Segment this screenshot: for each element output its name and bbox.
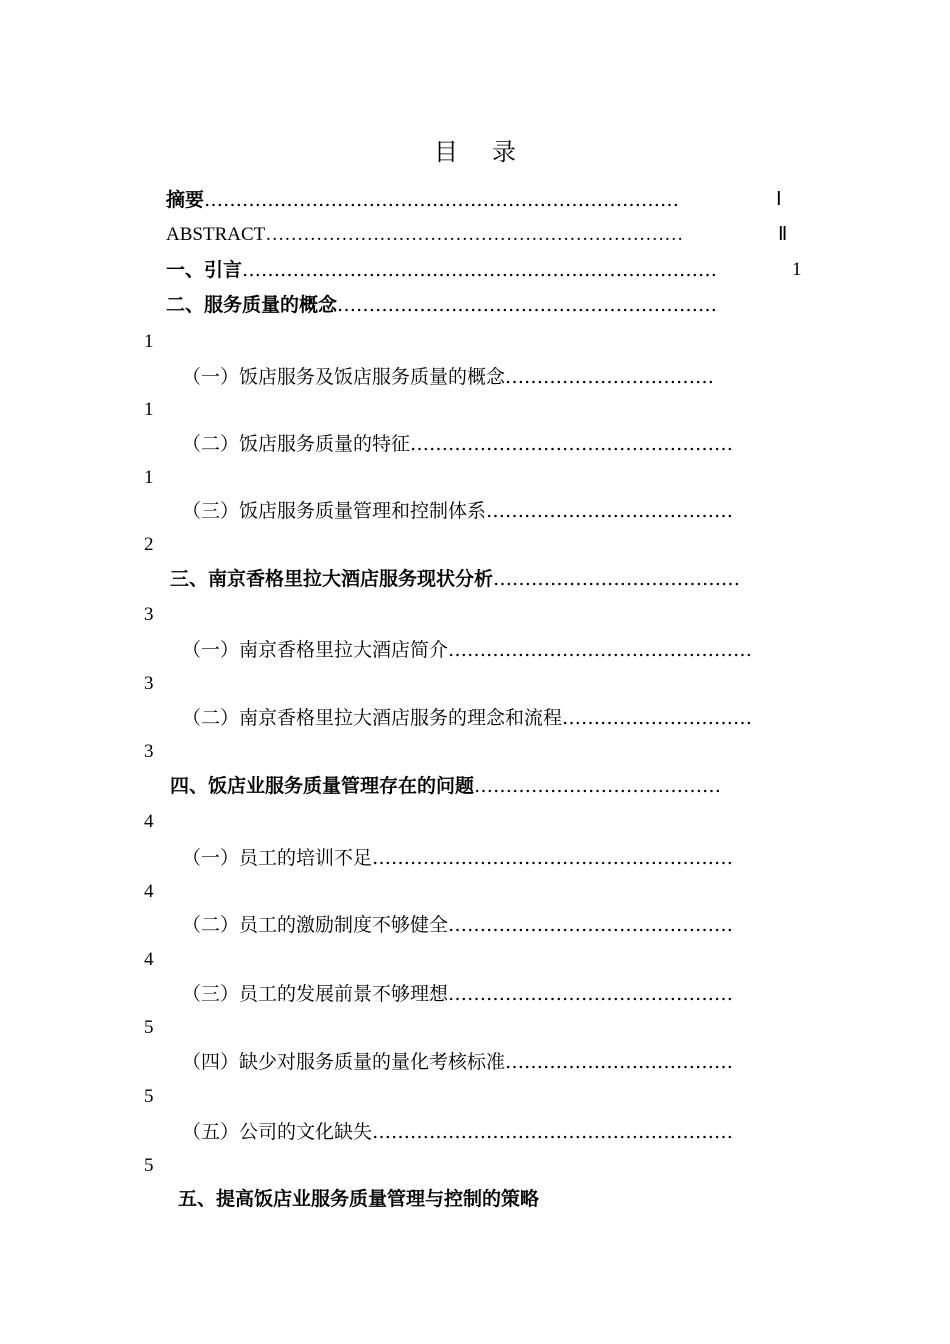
toc-entry-label: 一、引言 (166, 259, 243, 281)
toc-entry-label: （一）饭店服务及饭店服务质量的概念 (182, 366, 506, 388)
toc-page-number: 4 (144, 881, 154, 902)
toc-entry-section-2-2[interactable] (182, 431, 806, 457)
toc-entry-label: 四、饭店业服务质量管理存在的问题 (170, 775, 475, 797)
toc-entry-intro[interactable] (166, 257, 790, 283)
toc-entry-label: 二、服务质量的概念 (166, 294, 338, 316)
toc-leader-dots: ………………………………… (493, 568, 741, 590)
toc-page-number: 1 (144, 331, 154, 352)
toc-page-number: 1 (792, 259, 802, 280)
toc-page-number: 4 (144, 949, 154, 970)
toc-page-number: 5 (144, 1017, 154, 1038)
toc-entry-abstract-cn[interactable] (166, 187, 778, 213)
toc-entry-label: （一）员工的培训不足 (182, 847, 373, 869)
page-title (0, 132, 950, 167)
toc-leader-dots: ……………………………………… (448, 914, 734, 936)
toc-entry-section-5[interactable] (178, 1186, 806, 1212)
toc-page-number: 2 (144, 534, 154, 555)
toc-page-number: 3 (144, 741, 154, 762)
toc-entry-label: 三、南京香格里拉大酒店服务现状分析 (170, 568, 494, 590)
toc-entry-label: （三）饭店服务质量管理和控制体系 (182, 500, 487, 522)
toc-entry-abstract-en[interactable] (166, 222, 778, 248)
toc-entry-label: （二）南京香格里拉大酒店服务的理念和流程 (182, 707, 563, 729)
toc-leader-dots: ………………………………………… (448, 639, 753, 661)
toc-page-number: Ⅰ (776, 189, 782, 210)
toc-entry-label: 五、提高饭店业服务质量管理与控制的策略 (178, 1188, 540, 1210)
toc-entry-section-3-2[interactable] (182, 705, 806, 731)
toc-entry-section-4-5[interactable] (182, 1119, 806, 1145)
toc-leader-dots: …………………………………………… (410, 433, 734, 455)
toc-leader-dots: ………………………… (562, 707, 753, 729)
toc-entry-section-4-2[interactable] (182, 912, 806, 938)
toc-entry-section-2-3[interactable] (182, 498, 806, 524)
toc-entry-label: （一）南京香格里拉大酒店简介 (182, 639, 449, 661)
toc-entry-label: ABSTRACT (166, 224, 266, 245)
toc-entry-section-4-3[interactable] (182, 981, 806, 1007)
toc-leader-dots: …………………………………………………… (337, 294, 718, 316)
toc-leader-dots: ………………………………… (486, 500, 734, 522)
toc-entry-label: （二）饭店服务质量的特征 (182, 433, 411, 455)
toc-leader-dots: ……………………………… (505, 1051, 734, 1073)
toc-entry-section-4-4[interactable] (182, 1049, 806, 1075)
toc-entry-section-2[interactable] (166, 292, 806, 318)
toc-leader-dots: ………………………………… (474, 775, 722, 797)
toc-entry-label: （三）员工的发展前景不够理想 (182, 983, 449, 1005)
toc-entry-section-4-1[interactable] (182, 845, 806, 871)
toc-page-number: 5 (144, 1086, 154, 1107)
toc-leader-dots: ……………………………………… (448, 983, 734, 1005)
toc-page-number: 3 (144, 673, 154, 694)
toc-page-number: 4 (144, 811, 154, 832)
toc-entry-label: （二）员工的激励制度不够健全 (182, 914, 449, 936)
toc-page-number: 5 (144, 1155, 154, 1176)
toc-leader-dots: ………………………………………………………… (265, 224, 684, 245)
toc-leader-dots: ………………………………………………… (372, 1121, 734, 1143)
toc-leader-dots: ………………………………………………………………… (242, 259, 718, 281)
toc-page-number: 1 (144, 467, 154, 488)
toc-entry-section-4[interactable] (170, 773, 806, 799)
toc-leader-dots: ………………………………………………………………… (204, 189, 680, 211)
toc-entry-section-3[interactable] (170, 566, 806, 592)
toc-entry-section-2-1[interactable] (182, 364, 806, 390)
toc-leader-dots: …………………………… (505, 366, 715, 388)
toc-entry-label: 摘要 (166, 189, 205, 211)
toc-entry-label: （四）缺少对服务质量的量化考核标准 (182, 1051, 506, 1073)
toc-page-number: Ⅱ (778, 224, 788, 245)
toc-page-number: 1 (144, 399, 154, 420)
toc-leader-dots: ………………………………………………… (372, 847, 734, 869)
toc-entry-section-3-1[interactable] (182, 637, 806, 663)
toc-page-number: 3 (144, 604, 154, 625)
toc-entry-label: （五）公司的文化缺失 (182, 1121, 373, 1143)
title-char-1: 目 (434, 138, 458, 166)
title-char-2: 录 (492, 138, 516, 166)
